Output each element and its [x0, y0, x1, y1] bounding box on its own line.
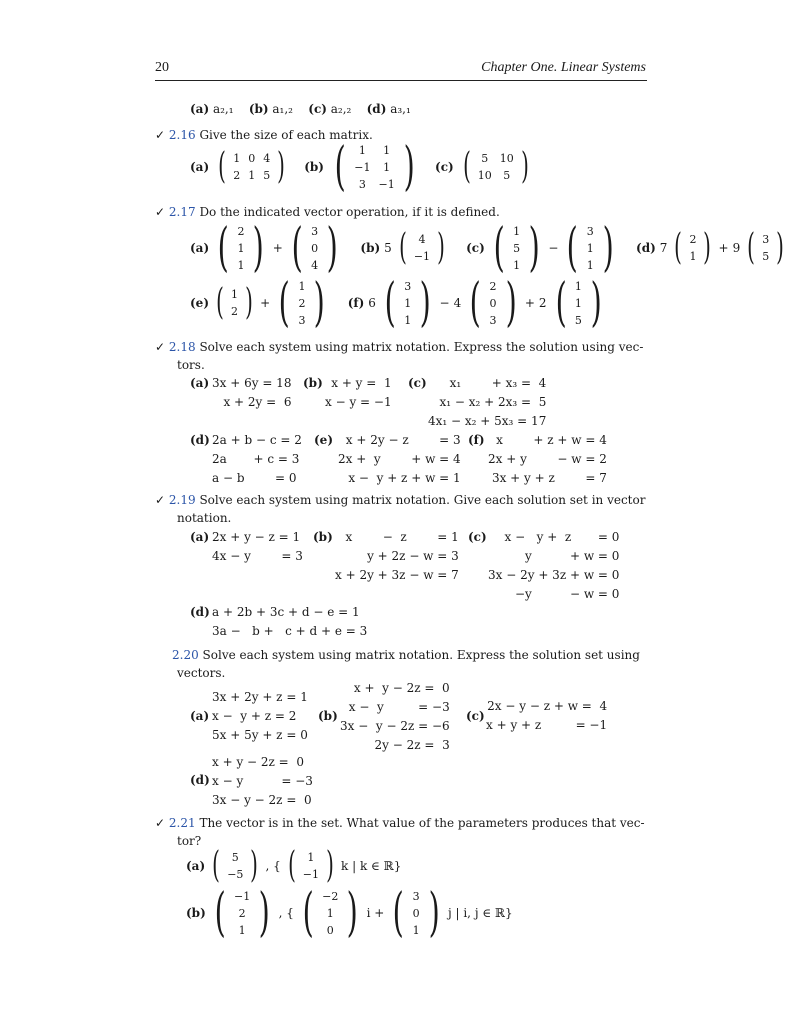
page-number: 20	[155, 60, 169, 75]
problem-text: Solve each system using matrix notation. Express the solution using vec-	[199, 340, 644, 354]
equation-system: x − y + z = 0 y + w = 0 3x − 2y + 3z + w = 0 −y − w = 0	[488, 530, 620, 601]
equation-system: 2x + y − z = 1 4x − y = 3	[212, 530, 303, 563]
problem-2-17-row1: (a) ( 2 1 1 ) + ( 3 0 4 ) (b) 5 ( 4 −1 ) (c) ( 1 5 1 ) − ( 3 1 1 ) (d) 7 ( 2 1 ) + 9 ( 3 5 )	[190, 222, 787, 274]
vector: ( 1 2 )	[216, 282, 253, 323]
previous-problem-parts: (a) a₂,₁ (b) a₁,₂ (c) a₂,₂ (d) a₃,₁	[190, 102, 411, 116]
equation-system: 3x + 2y + z = 1 x − y + z = 2 5x + 5y + z = 0	[212, 690, 308, 742]
problem-2-17-row2: (e) ( 1 2 ) + ( 1 2 3 ) (f) 6 ( 3 1 1 ) − 4 ( 2 0 3 ) + 2 ( 1 1 5 )	[190, 277, 606, 329]
problem-2-20-heading	[172, 648, 640, 662]
problem-number: 2.17	[168, 205, 196, 219]
vector: ( 5 −5 )	[212, 845, 259, 886]
equation-system: x + z + w = 4 2x + y − w = 2 3x + y + z = 7	[488, 433, 607, 485]
vector: ( −1 2 1 )	[214, 883, 270, 943]
problem-text: Do the indicated vector operation, if it is defined.	[199, 205, 500, 219]
problem-number: 2.16	[168, 128, 196, 142]
vector: ( −2 1 0 )	[302, 883, 359, 943]
vector: ( 2 1 1 )	[217, 218, 265, 278]
problem-2-21-part-b: (b) ( −1 2 1 ) , { ( −2 1 0 ) i + ( 3 0 1 ) j | i, j ∈ ℝ}	[186, 883, 513, 943]
header-rule	[155, 80, 647, 81]
vector: ( 1 2 3 )	[278, 273, 326, 333]
problem-text: The vector is in the set. What value of the parameters produces that vec-	[199, 816, 645, 830]
equation-system: x − z = 1 y + 2z − w = 3 x + 2y + 3z − w = 7	[335, 530, 459, 582]
equation-system: a + 2b + 3c + d − e = 1 3a − b + c + d + e = 3	[212, 605, 368, 638]
problem-text-continued: tors.	[177, 358, 205, 372]
check-icon: ✓	[155, 205, 166, 219]
matrix: ( 5 10 10 5 )	[462, 146, 529, 187]
equation-system: x + y = 1 x − y = −1	[325, 376, 392, 409]
equation-system: 3x + 6y = 18 x + 2y = 6	[212, 376, 292, 409]
problem-2-17-heading	[155, 205, 500, 219]
check-icon: ✓	[155, 493, 166, 507]
vector: ( 1 −1 )	[287, 845, 334, 886]
vector: ( 3 1 1 )	[384, 273, 431, 333]
problem-number: 2.21	[168, 816, 196, 830]
vector: ( 3 5 )	[747, 227, 785, 268]
vector: ( 2 1 )	[674, 227, 712, 268]
problem-text-continued: vectors.	[177, 666, 226, 680]
problem-number: 2.18	[168, 340, 196, 354]
problem-text: Solve each system using matrix notation. Express the solution set using	[202, 648, 640, 662]
matrix: ( 1 0 4 2 1 5 )	[218, 146, 286, 187]
check-icon: ✓	[155, 128, 166, 142]
problem-number: 2.19	[168, 493, 196, 507]
problem-2-18-heading	[155, 340, 643, 354]
vector: ( 2 0 3 )	[469, 273, 517, 333]
equation-system: x + y − 2z = 0 x − y = −3 3x − y − 2z = 0	[212, 755, 313, 807]
problem-text-continued: notation.	[177, 511, 232, 525]
vector: ( 3 0 4 )	[291, 218, 338, 278]
problem-2-21-heading	[155, 816, 645, 830]
equation-system: 2x − y − z + w = 4 x + y + z = −1	[486, 699, 608, 732]
vector: ( 4 −1 )	[398, 227, 445, 268]
check-icon: ✓	[155, 340, 166, 354]
equation-system: x + y − 2z = 0 x − y = −3 3x − y − 2z = −6 2y − 2z = 3	[340, 681, 450, 752]
problem-number: 2.20	[172, 648, 199, 662]
equation-system: x₁ + x₃ = 4 x₁ − x₂ + 2x₃ = 5 4x₁ − x₂ + 5x₃ = 17	[428, 376, 547, 428]
vector: ( 3 1 1 )	[566, 218, 614, 278]
problem-text-continued: tor?	[177, 834, 202, 848]
chapter-title: Chapter One. Linear Systems	[481, 60, 646, 75]
problem-2-16-parts: (a) ( 1 0 4 2 1 5 ) (b) ( 1 1 −1 1 3 −1 ) (c) ( 5 10 10 5 )	[190, 146, 532, 188]
check-icon: ✓	[155, 816, 166, 830]
vector: ( 3 0 1 )	[392, 883, 440, 943]
vector: ( 1 5 1 )	[493, 218, 540, 278]
problem-text: Solve each system using matrix notation. Give each solution set in vector	[199, 493, 646, 507]
equation-system: 2a + b − c = 2 2a + c = 3 a − b = 0	[212, 433, 302, 485]
problem-2-21-part-a: (a) ( 5 −5 ) , { ( 1 −1 ) k | k ∈ ℝ}	[186, 845, 402, 886]
equation-system: x + 2y − z = 3 2x + y + w = 4 x − y + z + w = 1	[338, 433, 461, 485]
problem-text: Give the size of each matrix.	[199, 128, 373, 142]
matrix: ( 1 1 −1 1 3 −1 )	[334, 137, 415, 197]
problem-2-19-heading	[155, 493, 645, 507]
vector: ( 1 1 5 )	[555, 273, 602, 333]
